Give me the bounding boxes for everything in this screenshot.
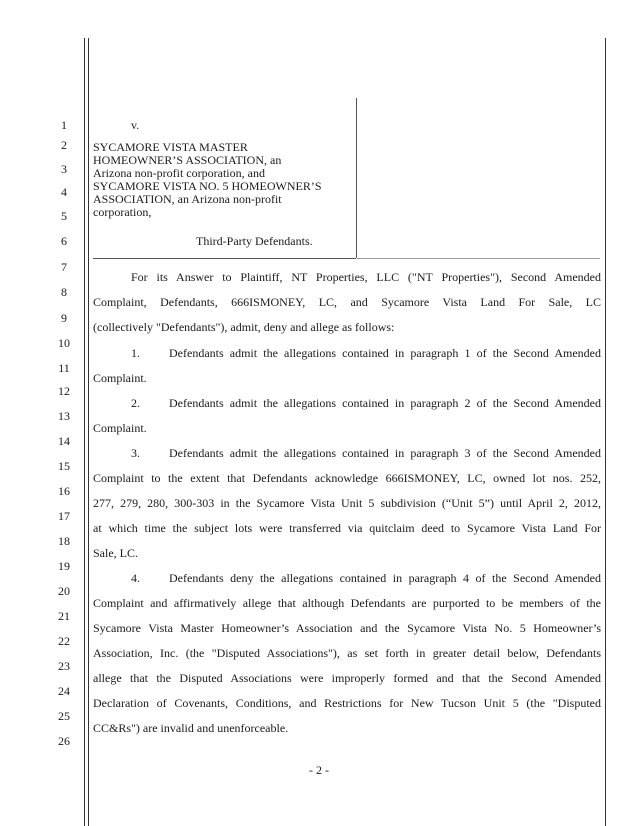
line-number: 18 (58, 534, 70, 548)
line-number: 17 (58, 509, 70, 523)
body-line: Declaration of Covenants, Conditions, and Restrictions for New Tucson Unit 5 (the "Disputed (93, 696, 601, 710)
line-number: 4 (61, 185, 67, 199)
caption-party-role: Third-Party Defendants. (196, 234, 313, 248)
body-line: Sycamore Vista Master Homeowner’s Association and the Sycamore Vista No. 5 Homeowner’s (93, 621, 601, 635)
line-number: 23 (58, 659, 70, 673)
line-number: 10 (58, 336, 70, 350)
body-line: For its Answer to Plaintiff, NT Properties, LLC ("NT Properties"), Second Amended (131, 270, 601, 284)
paragraph-4-first-line (93, 571, 601, 585)
line-number: 7 (61, 260, 67, 274)
body-text: Defendants deny the allegations contained in paragraph 4 of the Second Amended (169, 571, 601, 585)
caption-party-line: corporation, (93, 205, 152, 219)
body-line: Association, Inc. (the "Disputed Associations"), as set forth in greater detail below, Defendants (93, 646, 601, 660)
line-number: 9 (61, 311, 67, 325)
line-number: 20 (58, 584, 70, 598)
line-number: 24 (58, 684, 70, 698)
right-margin-rule (605, 38, 606, 826)
line-number: 5 (61, 209, 67, 223)
line-number: 8 (61, 285, 67, 299)
caption-party-line: SYCAMORE VISTA NO. 5 HOMEOWNER’S (93, 179, 322, 193)
line-number: 16 (58, 484, 70, 498)
caption-party-line: HOMEOWNER’S ASSOCIATION, an (93, 153, 282, 167)
line-number: 19 (58, 559, 70, 573)
line-number: 2 (61, 138, 67, 152)
body-line: Complaint. (93, 421, 147, 435)
page-number: - 2 - (309, 763, 329, 777)
line-number: 15 (58, 459, 70, 473)
body-line: (collectively "Defendants"), admit, deny and allege as follows: (93, 320, 395, 334)
left-margin-rule-inner (88, 38, 89, 826)
line-number: 14 (58, 434, 70, 448)
paragraph-number: 4. (131, 571, 140, 585)
line-number: 13 (58, 409, 70, 423)
line-number: 6 (61, 234, 67, 248)
caption-party-line: ASSOCIATION, an Arizona non-profit (93, 192, 282, 206)
body-line: CC&Rs") are invalid and unenforceable. (93, 721, 289, 735)
line-number: 12 (58, 384, 70, 398)
paragraph-3-first-line (93, 446, 601, 460)
body-line: 277, 279, 280, 300-303 in the Sycamore Vista Unit 5 subdivision (“Unit 5”) until April 2, 2012, (93, 496, 601, 510)
line-number: 26 (58, 734, 70, 748)
line-number: 25 (58, 709, 70, 723)
body-line: at which time the subject lots were transferred via quitclaim deed to Sycamore Vista Land For (93, 521, 601, 535)
paragraph-number: 1. (131, 346, 140, 360)
left-margin-rule-outer (84, 38, 85, 826)
caption-versus: v. (131, 118, 140, 132)
line-number: 22 (58, 634, 70, 648)
body-line: Complaint. (93, 371, 147, 385)
body-text: Defendants admit the allegations contained in paragraph 2 of the Second Amended (169, 396, 601, 410)
body-line: allege that the Disputed Associations were improperly formed and that the Second Amended (93, 671, 601, 685)
body-line: Sale, LC. (93, 546, 138, 560)
line-number: 11 (58, 361, 70, 375)
paragraph-1-first-line (93, 346, 601, 360)
paragraph-2-first-line (93, 396, 601, 410)
body-line: Complaint and affirmatively allege that although Defendants are purported to be members of the (93, 596, 601, 610)
body-line: Complaint to the extent that Defendants acknowledge 666ISMONEY, LC, owned lot nos. 252, (93, 471, 601, 485)
caption-party-line: Arizona non-profit corporation, and (93, 166, 265, 180)
caption-party-line: SYCAMORE VISTA MASTER (93, 140, 248, 154)
paragraph-number: 3. (131, 446, 140, 460)
caption-vertical-divider (356, 98, 357, 258)
line-number: 1 (61, 118, 67, 132)
line-number: 21 (58, 609, 70, 623)
body-line: Complaint, Defendants, 666ISMONEY, LC, and Sycamore Vista Land For Sale, LC (93, 295, 601, 309)
caption-bottom-rule-right (357, 258, 600, 259)
caption-bottom-rule (93, 258, 356, 259)
body-text: Defendants admit the allegations contained in paragraph 3 of the Second Amended (169, 446, 601, 460)
line-number: 3 (61, 162, 67, 176)
paragraph-number: 2. (131, 396, 140, 410)
body-text: Defendants admit the allegations contained in paragraph 1 of the Second Amended (169, 346, 601, 360)
